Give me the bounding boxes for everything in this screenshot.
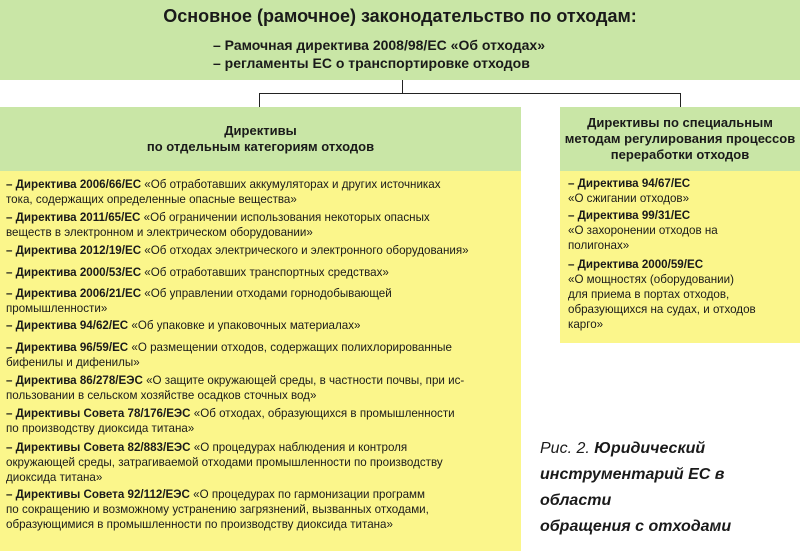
directive-title: «Об управлении отходами горнодобывающей <box>141 287 392 300</box>
directive-item <box>6 265 389 280</box>
directive-line <box>6 373 464 388</box>
directive-title-line: для приема в портах отходов, <box>568 288 730 301</box>
figure-number: Рис. 2. <box>540 440 595 457</box>
caption-line: обращения с отходами <box>540 518 732 535</box>
connector-right-drop <box>680 93 681 107</box>
directive-title-line: по сокращению и возможному устранению загрязнений, вызванных отходами, <box>6 503 429 516</box>
directive-code: – Директива 2000/53/ЕС <box>6 266 142 279</box>
directive-item <box>6 286 392 316</box>
connector-horizontal <box>259 93 681 94</box>
directive-code: – Директивы Совета 78/176/ЕЭС <box>6 407 191 420</box>
framework-line: – регламенты ЕС о транспортировке отходов <box>213 55 530 71</box>
directive-title: «О размещении отходов, содержащих полихлорированные <box>128 341 452 354</box>
directive-line <box>568 208 718 223</box>
directive-code: – Директивы Совета 92/112/ЕЭС <box>6 488 190 501</box>
directive-line <box>6 265 389 280</box>
directive-item <box>6 243 469 258</box>
directive-title-line: по производству диоксида титана» <box>6 422 195 435</box>
figure-caption <box>540 436 796 540</box>
directive-item <box>6 440 443 485</box>
connector-vertical-main <box>402 80 403 94</box>
caption-line: инструментарий ЕС в области <box>540 466 725 509</box>
directive-item <box>568 208 718 253</box>
directive-title-line: карго» <box>568 318 604 331</box>
directive-title: «Об отработавших транспортных средствах» <box>141 266 389 279</box>
directive-code: – Директива 2006/21/ЕС <box>6 287 142 300</box>
directive-title-line: «О захоронении отходов на <box>568 224 718 237</box>
directive-title-line: бифенилы и дифенилы» <box>6 356 140 369</box>
directive-code: – Директива 2006/66/ЕС <box>6 178 142 191</box>
directive-line <box>6 487 429 502</box>
directive-line <box>6 406 455 421</box>
directive-line <box>6 243 469 258</box>
framework-list <box>213 36 545 72</box>
directive-code: – Директивы Совета 82/883/ЕЭС <box>6 441 191 454</box>
directive-title: «О процедурах наблюдения и контроля <box>190 441 408 454</box>
directive-code: – Директива 86/278/ЕЭС <box>6 374 143 387</box>
directive-line <box>6 440 443 455</box>
directive-item <box>568 176 690 206</box>
directive-title-line: образующихся на судах, и отходов <box>568 303 756 316</box>
directive-item <box>568 257 756 332</box>
directive-code: – Директива 94/67/ЕС <box>568 177 691 190</box>
heading-line: переработки отходов <box>610 147 750 162</box>
directive-code: – Директива 99/31/ЕС <box>568 209 691 222</box>
directive-line <box>568 176 690 191</box>
directive-code: – Директива 2000/59/ЕС <box>568 258 704 271</box>
directive-title-line: диоксида титана» <box>6 471 103 484</box>
directive-title-line: полигонах» <box>568 239 630 252</box>
directive-line <box>568 257 756 272</box>
directive-title-line: веществ в электронном и электрическом оборудовании» <box>6 226 313 239</box>
framework-line: – Рамочная директива 2008/98/ЕС «Об отходах» <box>213 37 545 53</box>
directive-title: «Об ограничении использования некоторых опасных <box>140 211 430 224</box>
directive-line <box>6 340 452 355</box>
directive-title-line: «О мощностях (оборудовании) <box>568 273 734 286</box>
directive-title-line: «О сжигании отходов» <box>568 192 690 205</box>
directive-item <box>6 487 429 532</box>
category-directives-heading <box>0 107 521 171</box>
directive-code: – Директива 2011/65/ЕС <box>6 211 141 224</box>
directive-item <box>6 406 455 436</box>
framework-legislation-box <box>0 0 800 80</box>
directive-code: – Директива 94/62/ЕС <box>6 319 129 332</box>
connector-left-drop <box>259 93 260 107</box>
heading-line: методам регулирования процессов <box>564 131 796 146</box>
directive-title: «Об отработавших аккумуляторах и других источниках <box>141 178 441 191</box>
heading-line: по отдельным категориям отходов <box>146 139 375 154</box>
heading-line: Директивы <box>224 123 297 138</box>
directive-title-line: промышленности» <box>6 302 108 315</box>
directive-item <box>6 318 360 333</box>
special-methods-heading <box>560 107 800 171</box>
category-directives-list <box>0 171 521 551</box>
directive-line <box>6 210 430 225</box>
directive-title: «О процедурах по гармонизации программ <box>189 488 425 501</box>
directive-title: «О защите окружающей среды, в частности почвы, при ис- <box>142 374 465 387</box>
directive-title: «Об отходах, образующихся в промышленности <box>190 407 455 420</box>
directive-title-line: тока, содержащих определенные опасные вещества» <box>6 193 297 206</box>
directive-code: – Директива 2012/19/ЕС <box>6 244 142 257</box>
framework-title: Основное (рамочное) законодательство по отходам: <box>163 6 637 26</box>
directive-item <box>6 177 441 207</box>
directive-item <box>6 210 430 240</box>
directive-title: «Об упаковке и упаковочных материалах» <box>128 319 361 332</box>
directive-item <box>6 373 464 403</box>
special-methods-list <box>560 171 800 343</box>
caption-line: Юридический <box>594 440 706 457</box>
directive-line <box>6 318 360 333</box>
directive-code: – Директива 96/59/ЕС <box>6 341 129 354</box>
directive-line <box>6 286 392 301</box>
directive-item <box>6 340 452 370</box>
directive-title-line: образующимися в промышленности по производству диоксида титана» <box>6 518 393 531</box>
directive-title-line: пользовании в сельском хозяйстве осадков сточных вод» <box>6 389 317 402</box>
directive-title-line: окружающей среды, затрагиваемой отходами промышленности по производству <box>6 456 443 469</box>
directive-title: «Об отходах электрического и электронного оборудования» <box>141 244 469 257</box>
directive-line <box>6 177 441 192</box>
heading-line: Директивы по специальным <box>587 115 773 130</box>
